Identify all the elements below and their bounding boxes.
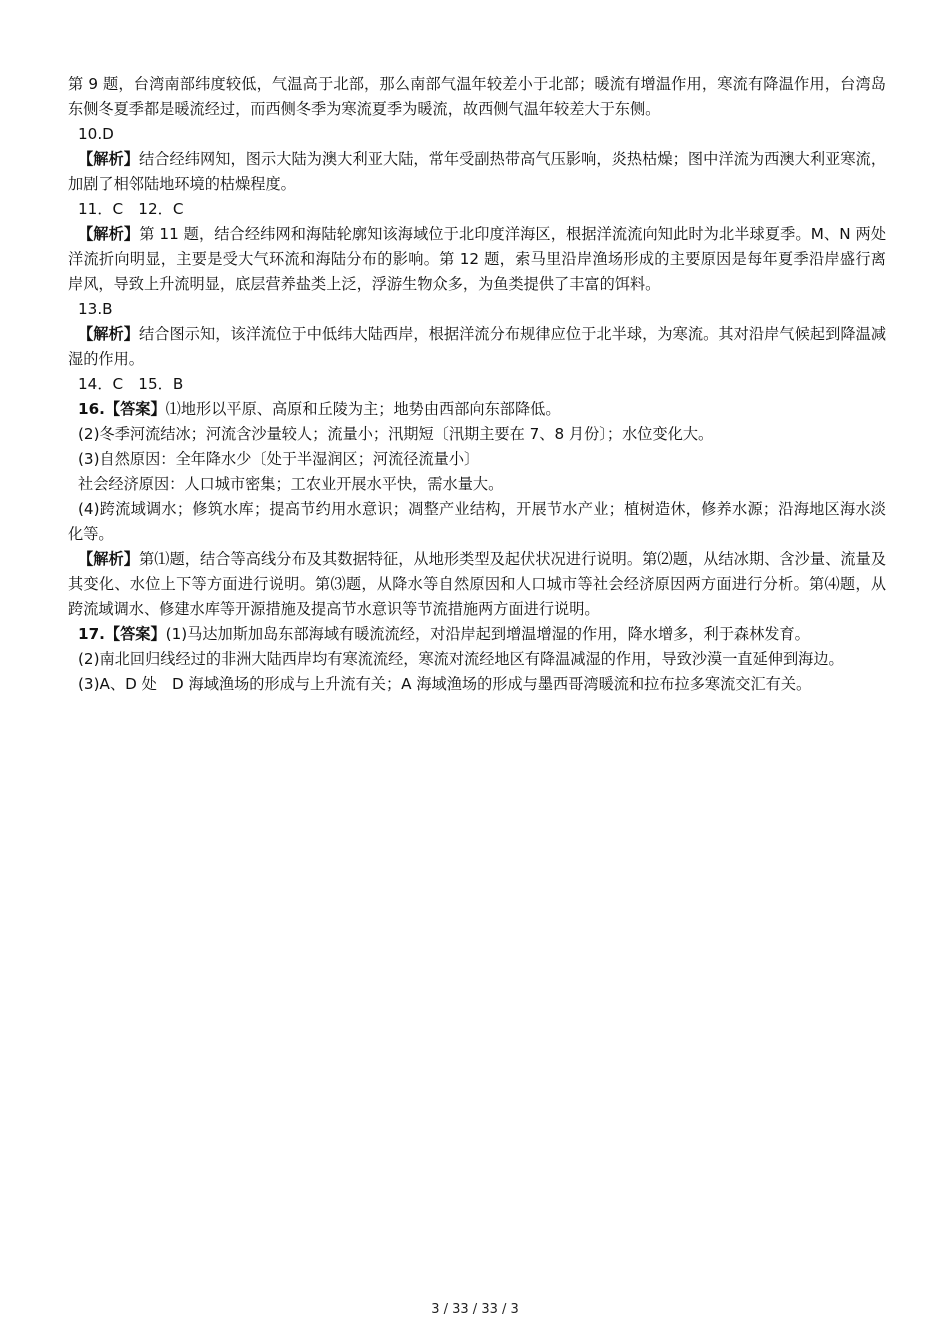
answer-text: (2)冬季河流结冰；河流含沙量较人；流量小；汛期短〔汛期主要在 7、8 月份〕；水位变化大。	[78, 425, 714, 443]
answer-tag: 【答案】	[104, 400, 166, 418]
analysis-q10	[68, 147, 886, 197]
question-number: 17.	[78, 625, 105, 643]
answer-text: (2)南北回归线经过的非洲大陆西岸均有寒流流经，寒流对流经地区有降温减湿的作用，导致沙漠一直延伸到海边。	[78, 650, 844, 668]
answer-text: 10.D	[78, 125, 114, 143]
answer-text: 13.B	[78, 300, 113, 318]
page-number: 3 / 33 / 33 / 3	[431, 1302, 519, 1317]
answer-text: (3)自然原因：全年降水少〔处于半湿润区；河流径流量小〕	[78, 450, 480, 468]
answer-q10	[68, 122, 886, 147]
answer-q16-part1	[68, 397, 886, 422]
analysis-text: 结合经纬网知，图示大陆为澳大利亚大陆，常年受副热带高气压影响，炎热枯燥；图中洋流为西澳大利亚寒流，加剧了相邻陆地环境的枯燥程度。	[68, 150, 887, 193]
answer-q16-part2	[68, 422, 886, 447]
answer-q17-part1	[68, 622, 886, 647]
analysis-text: 结合图示知，该洋流位于中低纬大陆西岸，根据洋流分布规律应位于北半球，为寒流。其对沿岸气候起到降温减湿的作用。	[68, 325, 887, 368]
answer-text: 社会经济原因：人口城市密集；工农业开展水平快，需水量大。	[78, 475, 504, 493]
answer-q17-part3	[68, 672, 886, 697]
answer-text: (4)跨流域调水；修筑水库；提高节约用水意识；凋整产业结构，开展节水产业；植树造休，修养水源；沿海地区海水淡化等。	[68, 500, 886, 543]
answer-q11-q12	[68, 197, 886, 222]
paragraph-q9-explanation	[68, 72, 886, 122]
answer-tag: 【答案】	[104, 625, 166, 643]
analysis-q13	[68, 322, 886, 372]
answer-q14-q15	[68, 372, 886, 397]
analysis-text: 第 11 题，结合经纬网和海陆轮廓知该海域位于北印度洋海区，根据洋流流向知此时为北半球夏季。M、N 两处洋流折向明显，主要是受大气环流和海陆分布的影响。第 12 题，索马里沿岸渔场形成的主要原因是每年夏季沿岸盛行离岸风，导致上升流明显，底层营养盐类上泛，浮游生物众多，为鱼类提供了丰富的饵料。	[68, 225, 887, 293]
answer-q16-part4	[68, 497, 886, 547]
answer-q16-part3-natural	[68, 447, 886, 472]
document-body	[68, 72, 886, 697]
paragraph-text: 第 9 题，台湾南部纬度较低，气温高于北部，那么南部气温年较差小于北部；暖流有增温作用，寒流有降温作用，台湾岛东侧冬夏季都是暖流经过，而西侧冬季为寒流夏季为暖流，故西侧气温年较差大于东侧。	[68, 75, 886, 118]
answer-q13	[68, 297, 886, 322]
answer-text: (3)A、D 处 D 海域渔场的形成与上升流有关；A 海域渔场的形成与墨西哥湾暖流和拉布拉多寒流交汇有关。	[78, 675, 812, 693]
analysis-tag: 【解析】	[78, 150, 139, 168]
question-number: 16.	[78, 400, 105, 418]
answer-q16-part3-social	[68, 472, 886, 497]
analysis-tag: 【解析】	[78, 225, 140, 243]
analysis-q16	[68, 547, 886, 622]
analysis-tag: 【解析】	[78, 325, 139, 343]
answer-text: ⑴地形以平原、高原和丘陵为主；地势由西部向东部降低。	[165, 400, 561, 418]
analysis-tag: 【解析】	[78, 550, 139, 568]
page-footer	[0, 1302, 950, 1317]
answer-text: (1)马达加斯加岛东部海域有暖流流经，对沿岸起到增温增湿的作用，降水增多，利于森林发育。	[165, 625, 810, 643]
analysis-text: 第⑴题，结合等高线分布及其数据特征，从地形类型及起伏状况进行说明。第⑵题，从结冰期、含沙量、流量及其变化、水位上下等方面进行说明。第⑶题，从降水等自然原因和人口城市等社会经济原因两方面进行分析。第⑷题，从跨流域调水、修建水库等开源措施及提高节水意识等节流措施两方面进行说明。	[68, 550, 887, 618]
answer-q17-part2	[68, 647, 886, 672]
answer-text: 14．C 15．B	[78, 375, 184, 393]
answer-text: 11．C 12．C	[78, 200, 184, 218]
analysis-q11-q12	[68, 222, 886, 297]
